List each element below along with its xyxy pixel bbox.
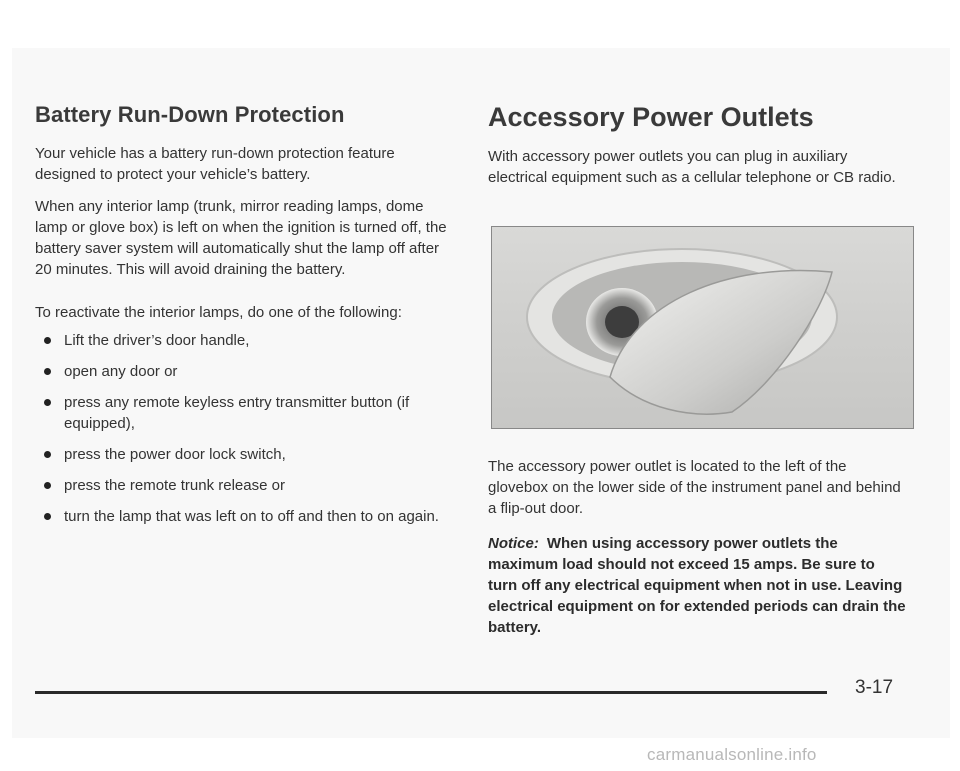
page-number: 3-17: [855, 677, 894, 698]
list-item: press any remote keyless entry transmitter button (if equipped),: [35, 392, 455, 434]
bullet-icon: [44, 368, 51, 375]
list-item: press the power door lock switch,: [35, 444, 455, 465]
notice-block: [488, 533, 908, 638]
footer-divider: [35, 691, 827, 694]
paragraph-reactivate: To reactivate the interior lamps, do one of the following:: [35, 304, 402, 321]
bullet-icon: [44, 482, 51, 489]
bullet-icon: [44, 513, 51, 520]
list-item: press the remote trunk release or: [35, 475, 455, 496]
notice-text: When using accessory power outlets the maximum load should not exceed 15 amps. Be sure to turn off any electrical equipment when not in use. Leaving electrical equipment on for extended periods can drain the battery.: [488, 535, 906, 636]
section-heading-accessory-power: Accessory Power Outlets: [488, 102, 814, 132]
list-item: turn the lamp that was left on to off and then to on again.: [35, 506, 455, 527]
notice-label: Notice:: [488, 535, 539, 552]
list-item: open any door or: [35, 361, 455, 382]
watermark-link[interactable]: carmanualsonline.info: [647, 745, 817, 764]
list-item: Lift the driver’s door handle,: [35, 330, 455, 351]
paragraph-interior-lamp: When any interior lamp (trunk, mirror reading lamps, dome lamp or glove box) is left on when the ignition is turned off, the battery saver system will automatically shut the lamp off after 20 minutes. This will avoid draining the battery.: [35, 198, 447, 278]
bullet-icon: [44, 399, 51, 406]
power-outlet-photo: [491, 226, 914, 429]
bullet-icon: [44, 451, 51, 458]
reactivation-steps-list: [35, 330, 455, 537]
paragraph-battery-intro: Your vehicle has a battery run-down protection feature designed to protect your vehicle’s battery.: [35, 145, 395, 183]
bullet-icon: [44, 337, 51, 344]
paragraph-outlet-location: The accessory power outlet is located to the left of the glovebox on the lower side of the instrument panel and behind a flip-out door.: [488, 458, 901, 517]
power-outlet-illustration: [492, 227, 913, 428]
section-heading-battery-run-down: Battery Run-Down Protection: [35, 102, 345, 127]
paragraph-accessory-intro: With accessory power outlets you can plug in auxiliary electrical equipment such as a cellular telephone or CB radio.: [488, 148, 896, 186]
